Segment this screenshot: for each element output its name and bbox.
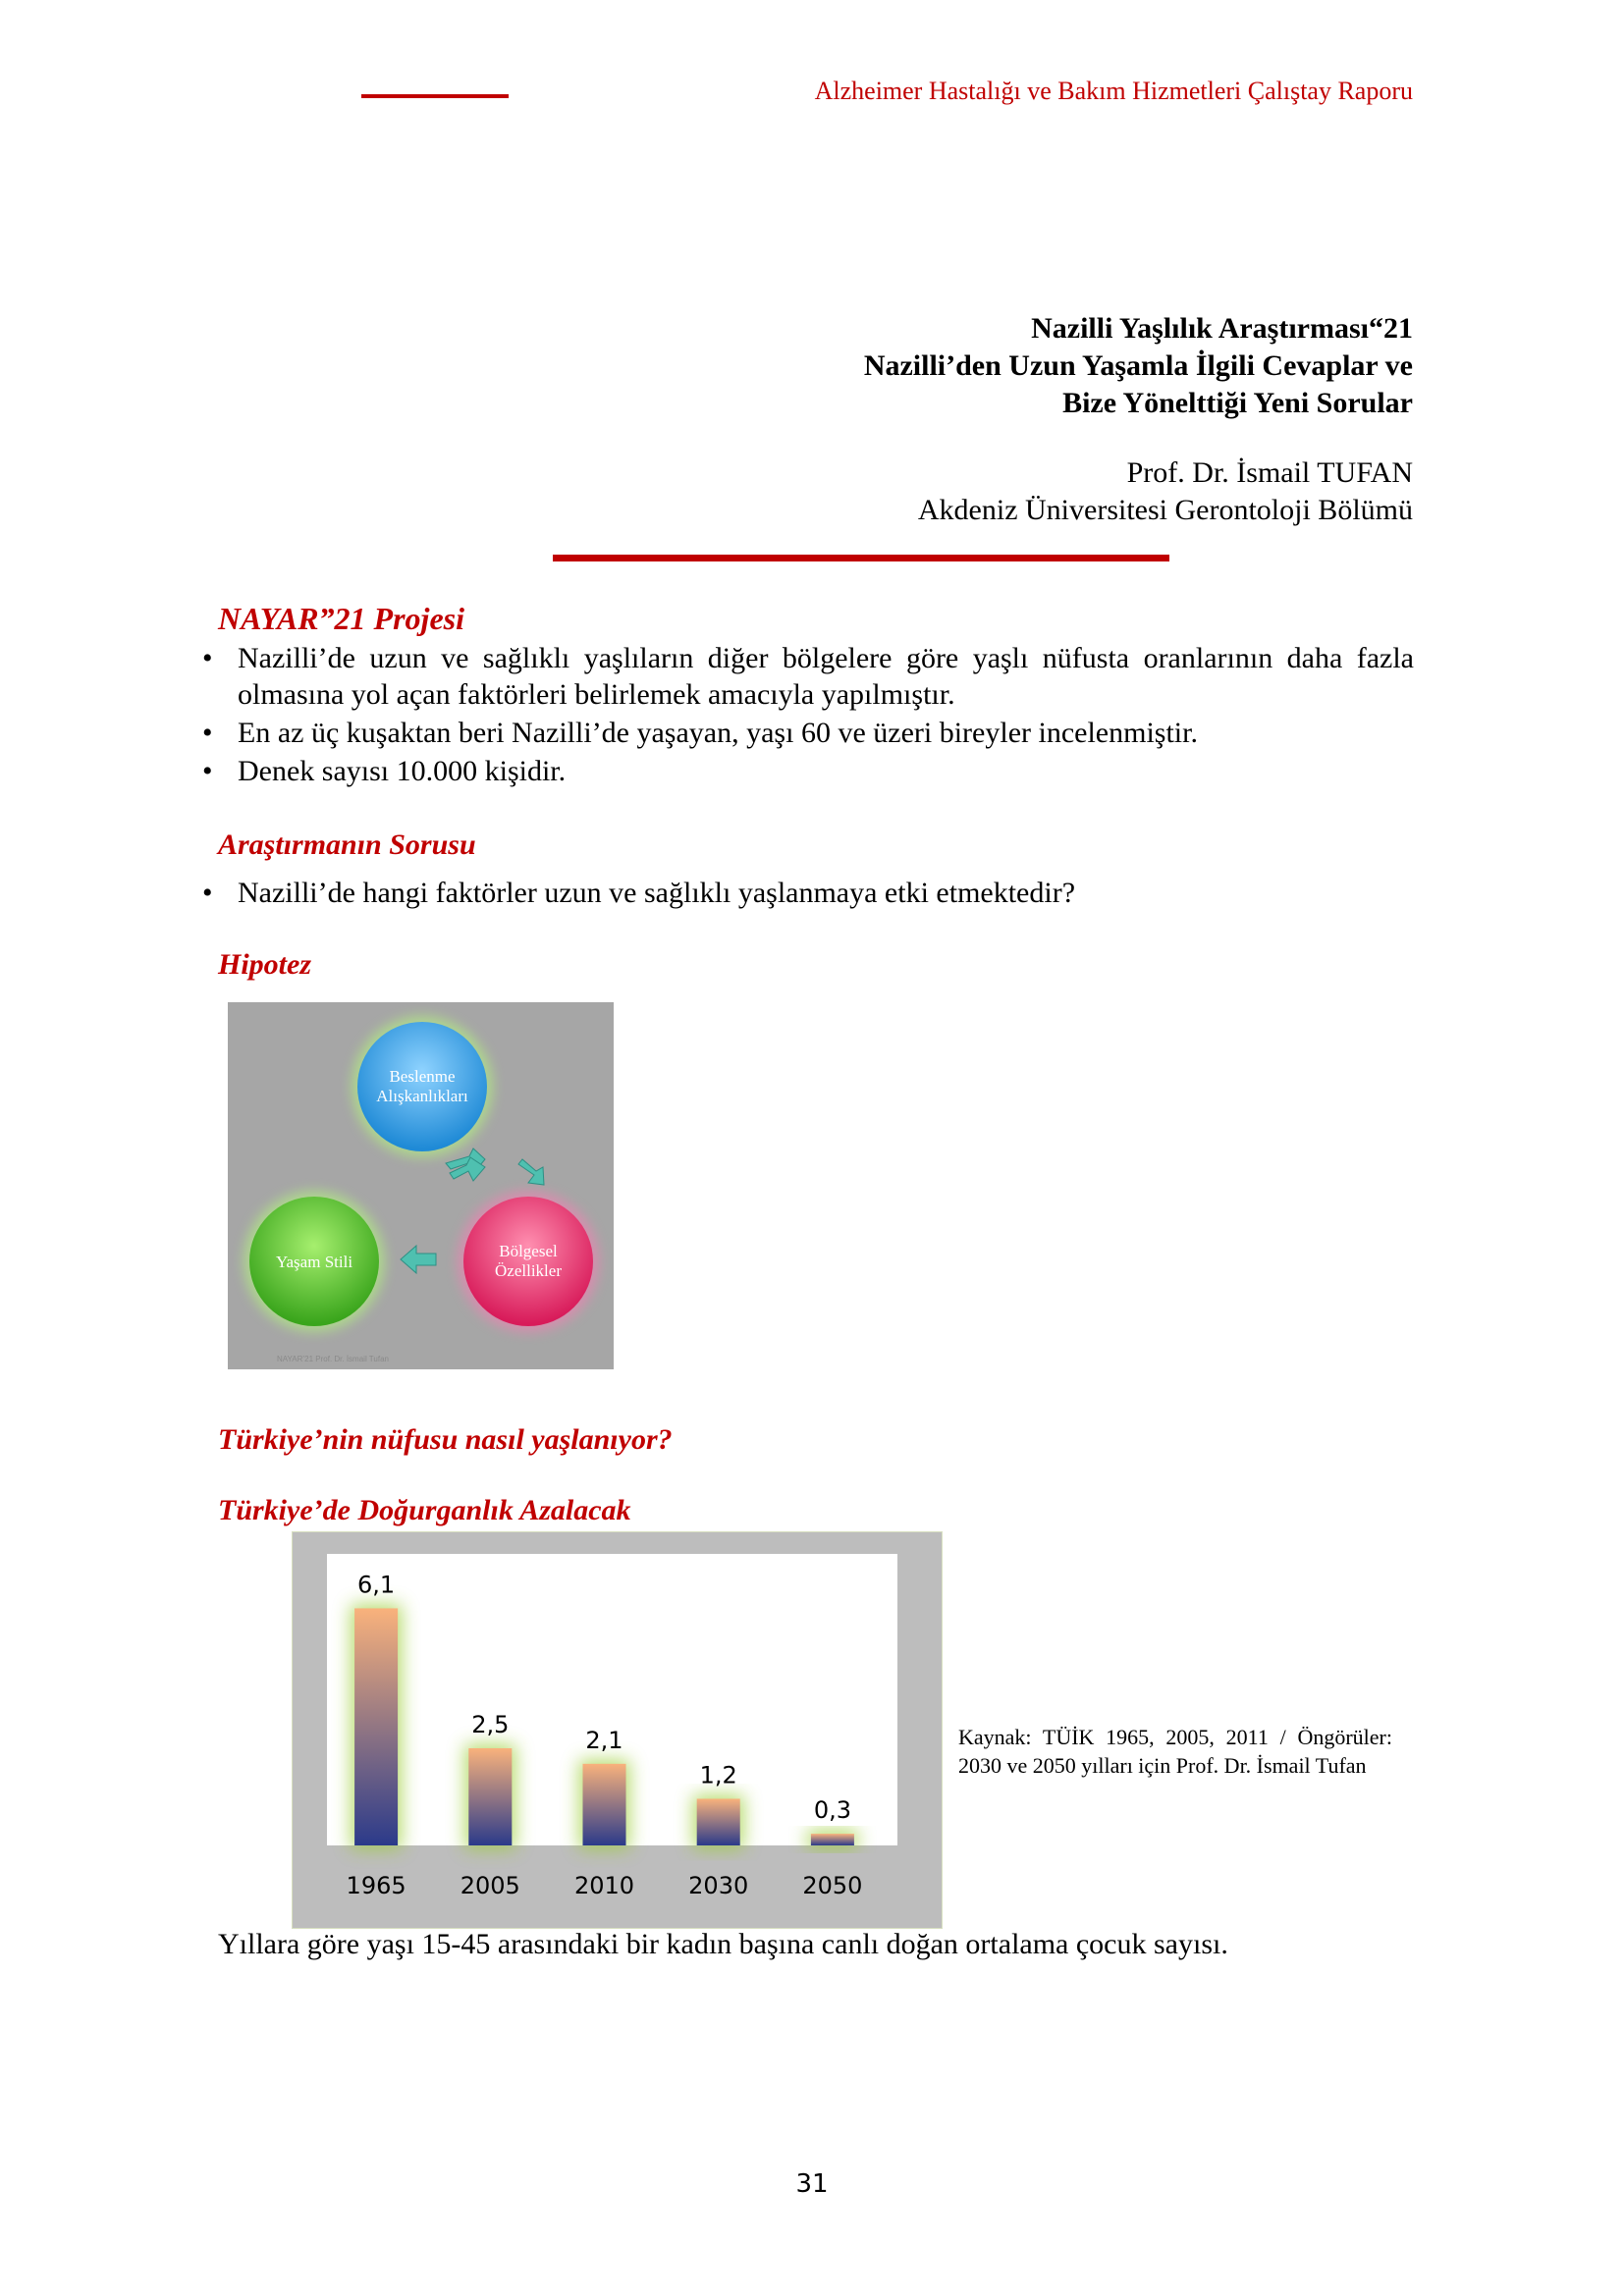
x-tick-label: 2010: [573, 1872, 635, 1899]
bar-2010: [583, 1764, 626, 1845]
header-rule: [361, 94, 509, 98]
title-line-3: Bize Yönelttiği Yeni Sorular: [1062, 387, 1413, 419]
aging-heading: Türkiye’nin nüfusu nasıl yaşlanıyor?: [218, 1423, 673, 1456]
fertility-chart-svg: [293, 1532, 942, 1928]
article-title: [864, 310, 1413, 422]
diagram-node-nutrition: [357, 1022, 487, 1151]
node-label-line: Özellikler: [495, 1261, 562, 1280]
data-label: 2,5: [471, 1711, 510, 1738]
section-rule: [553, 555, 1169, 561]
node-label-line: Yaşam Stili: [275, 1253, 353, 1271]
author-block: [918, 454, 1413, 529]
list-item: • En az üç kuşaktan beri Nazilli’de yaşayan, yaşı 60 ve üzeri bireyler incelenmiştir.: [202, 717, 1198, 749]
bullet-icon: •: [202, 717, 213, 749]
hypothesis-heading: Hipotez: [218, 948, 311, 981]
node-label-line: Bölgesel: [499, 1242, 558, 1260]
author-name: Prof. Dr. İsmail TUFAN: [1126, 456, 1413, 489]
bar-1965: [354, 1608, 398, 1845]
data-label: 2,1: [585, 1726, 623, 1754]
hypothesis-diagram: [228, 1002, 614, 1369]
running-title: Alzheimer Hastalığı ve Bakım Hizmetleri Çalıştay Raporu: [814, 77, 1413, 105]
diagram-node-lifestyle: [249, 1197, 379, 1326]
node-label-line: Alışkanlıkları: [376, 1087, 468, 1105]
node-label-line: Beslenme: [389, 1067, 456, 1086]
author-affiliation: Akdeniz Üniversitesi Gerontoloji Bölümü: [917, 494, 1413, 526]
bullet-icon: •: [202, 642, 213, 674]
bar-2050: [811, 1834, 854, 1845]
diagram-node-regional: [463, 1197, 593, 1326]
project-heading: NAYAR”21 Projesi: [218, 601, 464, 636]
question-heading: Araştırmanın Sorusu: [218, 828, 476, 861]
arrow-icon: [401, 1246, 436, 1273]
data-label: 1,2: [699, 1761, 737, 1789]
bar-2030: [697, 1798, 740, 1845]
fertility-chart: [292, 1531, 943, 1929]
bar-2005: [468, 1748, 512, 1845]
x-tick-label: 2050: [802, 1872, 863, 1899]
list-item: • Denek sayısı 10.000 kişidir.: [202, 755, 567, 787]
arrow-icon: [518, 1159, 544, 1185]
list-item: • Nazilli’de hangi faktörler uzun ve sağlıklı yaşlanmaya etki etmektedir?: [202, 877, 1076, 909]
list-item: • Nazilli’de uzun ve sağlıklı yaşlıların diğer bölgelere göre yaşlı nüfusta oranlarının daha fazla olmasına yol açan faktörleri belirlemek amacıyla yapılmıştır.: [202, 642, 1414, 711]
chart-caption: Yıllara göre yaşı 15-45 arasındaki bir kadın başına canlı doğan ortalama çocuk sayısı.: [218, 1928, 1228, 1960]
project-bullet-list: [196, 640, 1414, 791]
x-tick-label: 2005: [460, 1872, 520, 1899]
x-tick-label: 2030: [688, 1872, 749, 1899]
fertility-heading: Türkiye’de Doğurganlık Azalacak: [218, 1494, 631, 1526]
bullet-icon: •: [202, 755, 213, 787]
title-line-2: Nazilli’den Uzun Yaşamla İlgili Cevaplar ve: [863, 349, 1413, 382]
chart-source: Kaynak: TÜİK 1965, 2005, 2011 / Öngörüler: 2030 ve 2050 yılları için Prof. Dr. İsmail Tufan: [958, 1725, 1392, 1778]
page-number: 31: [795, 2169, 829, 2199]
title-line-1: Nazilli Yaşlılık Araştırması“21: [1031, 312, 1413, 345]
bullet-icon: •: [202, 877, 213, 909]
data-label: 0,3: [813, 1796, 851, 1825]
data-label: 6,1: [357, 1571, 396, 1599]
question-bullet-list: [196, 875, 1414, 913]
diagram-footer: NAYAR’21 Prof. Dr. İsmail Tufan: [277, 1355, 389, 1363]
cycle-diagram: [228, 1002, 614, 1369]
x-tick-label: 1965: [346, 1872, 406, 1899]
